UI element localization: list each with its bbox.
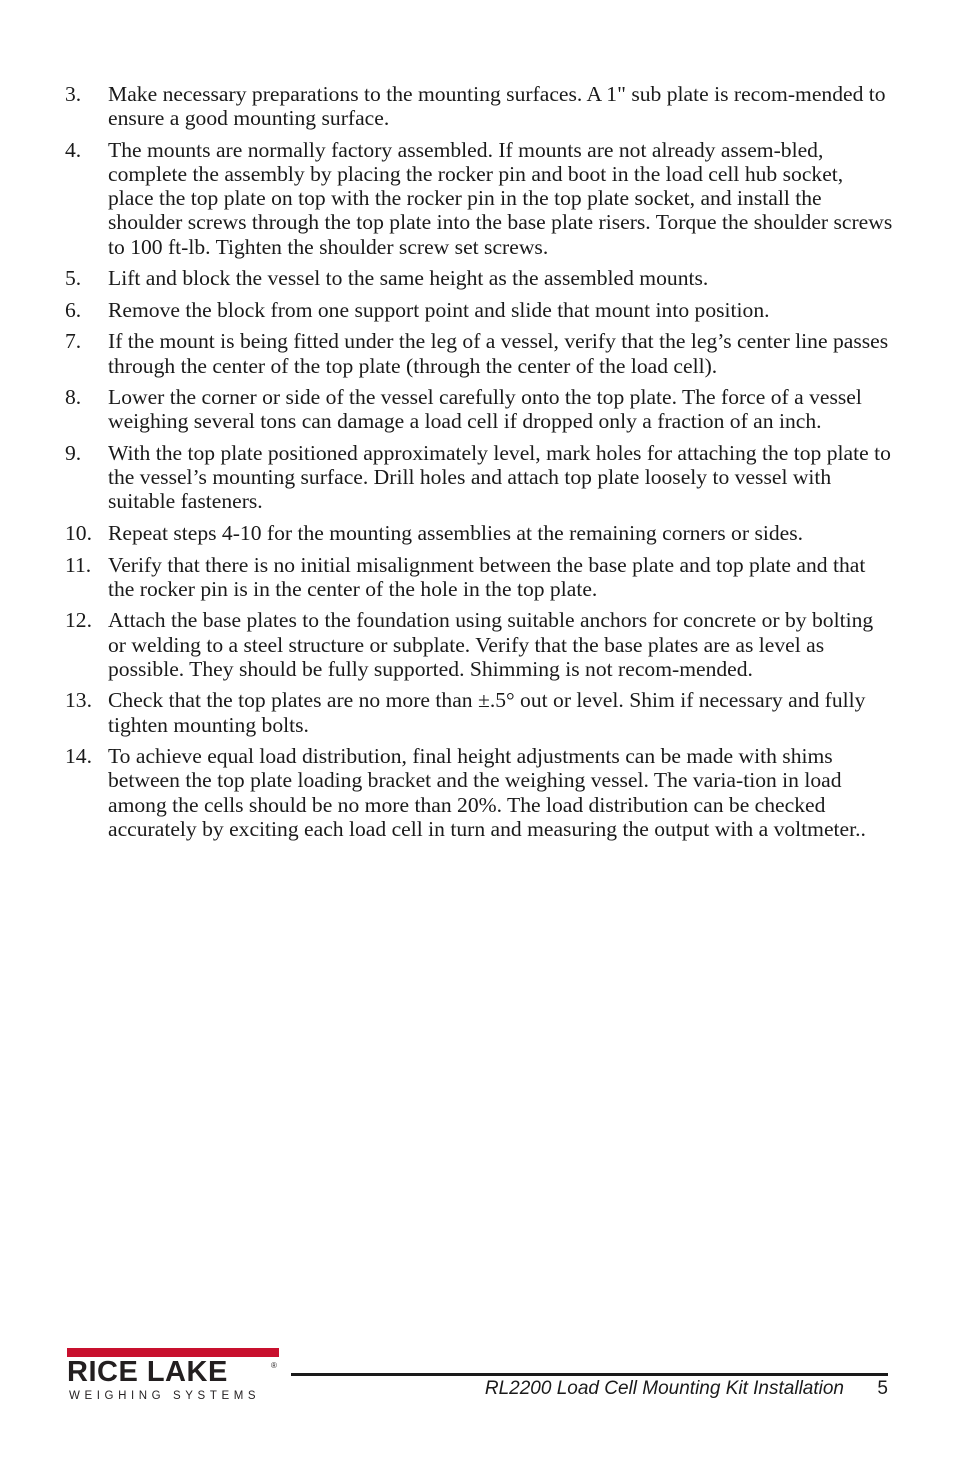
step-text: Lift and block the vessel to the same height as the assembled mounts. [108, 266, 709, 291]
step-item [0, 521, 954, 545]
step-number: 9. [65, 440, 82, 465]
step-text: If the mount is being fitted under the leg of a vessel, verify that the leg’s center line passes through the center of the top plate (through the center of the load cell). [108, 329, 889, 378]
step-item [0, 744, 954, 841]
page-number: 5 [877, 1378, 888, 1399]
step-text: Verify that there is no initial misalignment between the base plate and top plate and that the rocker pin is in the center of the hole in the top plate. [108, 552, 866, 601]
step-number: 14. [65, 744, 92, 769]
document-title: RL2200 Load Cell Mounting Kit Installation [484, 1378, 844, 1399]
logo-registered-mark: ® [271, 1361, 277, 1370]
step-text: The mounts are normally factory assembled. If mounts are not already assem-bled, complete the assembly by placing the rocker pin and boot in the load cell hub socket, place the top plate on top with the rocker pin in the top plate socket, and install the shoulder screws through the top plate into the base plate risers. Torque the shoulder screws to 100 ft-lb. Tighten the shoulder screw set screws. [108, 137, 893, 259]
step-text: Make necessary preparations to the mounting surfaces. A 1" sub plate is recom-mended to ensure a good mounting surface. [108, 82, 886, 131]
step-item [0, 688, 954, 736]
step-item [0, 329, 954, 377]
logo-wordmark: RICE LAKE [67, 1356, 228, 1388]
step-item [0, 266, 954, 290]
step-number: 4. [65, 137, 82, 162]
step-number: 13. [65, 688, 92, 713]
step-number: 12. [65, 608, 92, 633]
step-item [0, 138, 954, 259]
step-text: Remove the block from one support point and slide that mount into position. [108, 297, 770, 322]
step-text: To achieve equal load distribution, final height adjustments can be made with shims between the top plate loading bracket and the weighing vessel. The varia-tion in load among the cells should be no more than 20%. The load distribution can be checked accurately by exciting each load cell in turn and measuring the output with a voltmeter.. [108, 744, 866, 841]
step-number: 5. [65, 266, 82, 291]
step-item [0, 298, 954, 322]
step-number: 11. [65, 552, 92, 577]
step-item [0, 608, 954, 681]
page-footer [0, 1340, 954, 1420]
step-item [0, 82, 954, 130]
step-number: 3. [65, 82, 82, 106]
step-item [0, 385, 954, 433]
installation-steps-list [0, 82, 954, 848]
step-text: Attach the base plates to the foundation using suitable anchors for concrete or by bolting or welding to a steel structure or subplate. Verify that the base plates are as level as possible. They should be fully supported. Shimming is not recom-mended. [108, 608, 874, 681]
step-number: 7. [65, 329, 82, 354]
step-number: 6. [65, 297, 82, 322]
footer-rule [291, 1373, 888, 1376]
rice-lake-logo [67, 1348, 279, 1406]
step-text: Repeat steps 4-10 for the mounting assemblies at the remaining corners or sides. [108, 520, 804, 545]
step-text: Check that the top plates are no more than ±.5° out or level. Shim if necessary and fully tighten mounting bolts. [108, 688, 866, 737]
step-item [0, 553, 954, 601]
logo-tagline: WEIGHING SYSTEMS [69, 1390, 261, 1402]
step-number: 8. [65, 385, 82, 410]
step-text: With the top plate positioned approximately level, mark holes for attaching the top plate to the vessel’s mounting surface. Drill holes and attach top plate loosely to vessel with suitable fasteners. [108, 440, 891, 514]
step-item [0, 441, 954, 514]
step-number: 10. [65, 520, 92, 545]
step-text: Lower the corner or side of the vessel carefully onto the top plate. The force of a vessel weighing several tons can damage a load cell if dropped only a fraction of an inch. [108, 385, 862, 434]
